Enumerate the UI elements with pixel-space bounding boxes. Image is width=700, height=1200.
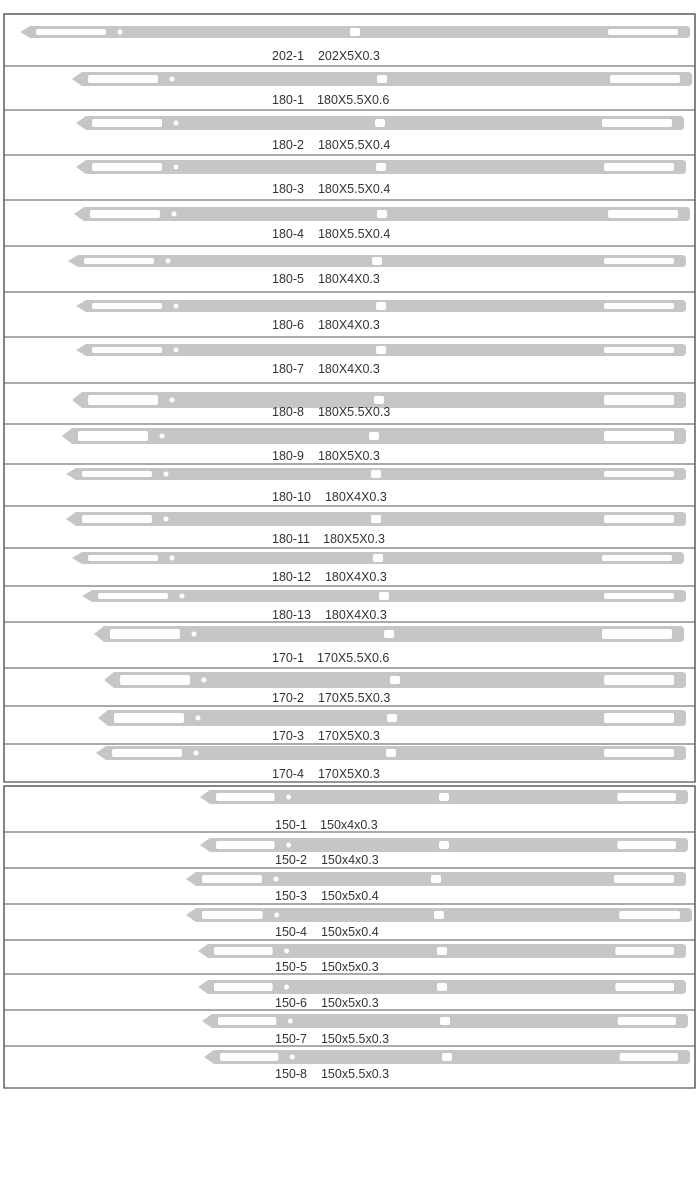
right-slot bbox=[620, 1053, 678, 1061]
part-spec: 180X4X0.3 bbox=[324, 608, 387, 622]
part-label bbox=[272, 449, 380, 463]
part-label bbox=[272, 608, 387, 622]
part-spec: 180X5.5X0.6 bbox=[317, 93, 390, 107]
center-hole bbox=[373, 554, 383, 562]
strip-part bbox=[76, 116, 684, 130]
strip-part bbox=[96, 746, 686, 760]
part-spec: 180X5.5X0.3 bbox=[317, 405, 391, 419]
right-slot bbox=[604, 431, 674, 441]
part-label bbox=[272, 570, 387, 584]
pin-hole bbox=[118, 30, 123, 35]
part-spec: 180X4X0.3 bbox=[317, 272, 380, 286]
part-spec: 180X4X0.3 bbox=[317, 362, 380, 376]
left-slot bbox=[88, 555, 158, 561]
center-hole bbox=[387, 714, 397, 722]
center-hole bbox=[437, 983, 447, 991]
left-slot bbox=[82, 471, 152, 477]
right-slot bbox=[602, 119, 672, 127]
part-code: 180-6 bbox=[272, 318, 304, 332]
pin-hole bbox=[286, 843, 291, 848]
part-spec: 180X5X0.3 bbox=[317, 449, 380, 463]
center-hole bbox=[375, 119, 385, 127]
part-code: 180-11 bbox=[272, 532, 310, 546]
part-spec: 170X5.5X0.3 bbox=[317, 691, 391, 705]
pin-hole bbox=[284, 985, 289, 990]
left-slot bbox=[216, 793, 275, 801]
pin-hole bbox=[164, 472, 169, 477]
strip-part bbox=[20, 26, 690, 38]
part-label bbox=[275, 1067, 389, 1081]
center-hole bbox=[442, 1053, 452, 1061]
part-code: 180-9 bbox=[272, 449, 304, 463]
center-hole bbox=[384, 630, 394, 638]
part-code: 180-8 bbox=[272, 405, 304, 419]
part-spec: 180X5.5X0.4 bbox=[317, 227, 391, 241]
part-label bbox=[275, 853, 379, 867]
part-spec: 150x5x0.4 bbox=[320, 889, 379, 903]
right-slot bbox=[604, 675, 674, 685]
part-code: 170-3 bbox=[272, 729, 304, 743]
left-slot bbox=[218, 1017, 276, 1025]
part-label bbox=[272, 490, 387, 504]
pin-hole bbox=[274, 913, 279, 918]
left-slot bbox=[98, 593, 168, 599]
strip-part bbox=[62, 428, 686, 444]
left-slot bbox=[202, 875, 262, 883]
strip-part bbox=[76, 344, 686, 356]
part-label bbox=[272, 532, 385, 546]
center-hole bbox=[437, 947, 447, 955]
part-label bbox=[272, 182, 390, 196]
pin-hole bbox=[194, 751, 199, 756]
part-spec: 180X5X0.3 bbox=[323, 532, 385, 546]
center-hole bbox=[386, 749, 396, 757]
left-slot bbox=[84, 258, 154, 264]
part-label bbox=[275, 1032, 389, 1046]
part-label bbox=[272, 691, 390, 705]
left-slot bbox=[216, 841, 275, 849]
right-slot bbox=[604, 303, 674, 309]
strip-part bbox=[76, 300, 686, 312]
part-spec: 150x5x0.3 bbox=[320, 960, 379, 974]
center-hole bbox=[434, 911, 444, 919]
part-spec: 180X4X0.3 bbox=[324, 490, 387, 504]
part-code: 170-1 bbox=[272, 651, 304, 665]
pin-hole bbox=[174, 348, 179, 353]
part-code: 150-8 bbox=[275, 1067, 307, 1081]
strip-part bbox=[186, 872, 686, 886]
left-slot bbox=[110, 629, 180, 639]
pin-hole bbox=[192, 632, 197, 637]
center-hole bbox=[369, 432, 379, 440]
part-label bbox=[272, 138, 390, 152]
part-spec: 170X5X0.3 bbox=[317, 767, 380, 781]
part-code: 150-3 bbox=[275, 889, 307, 903]
right-slot bbox=[614, 875, 674, 883]
right-slot bbox=[608, 29, 678, 35]
left-slot bbox=[120, 675, 190, 685]
part-code: 170-4 bbox=[272, 767, 304, 781]
pin-hole bbox=[196, 716, 201, 721]
right-slot bbox=[615, 947, 674, 955]
center-hole bbox=[372, 257, 382, 265]
left-slot bbox=[202, 911, 263, 919]
part-label bbox=[275, 996, 379, 1010]
strip-part bbox=[82, 590, 686, 602]
right-slot bbox=[604, 515, 674, 523]
left-slot bbox=[36, 29, 106, 35]
part-spec: 180X4X0.3 bbox=[317, 318, 380, 332]
pin-hole bbox=[172, 212, 177, 217]
center-hole bbox=[376, 302, 386, 310]
center-hole bbox=[440, 1017, 450, 1025]
pin-hole bbox=[174, 121, 179, 126]
left-slot bbox=[114, 713, 184, 723]
part-label bbox=[272, 272, 380, 286]
pin-hole bbox=[286, 795, 291, 800]
pin-hole bbox=[166, 259, 171, 264]
right-slot bbox=[615, 983, 674, 991]
strip-part bbox=[66, 468, 686, 480]
part-code: 150-7 bbox=[275, 1032, 307, 1046]
left-slot bbox=[92, 163, 162, 171]
part-spec: 150x4x0.3 bbox=[320, 818, 378, 832]
left-slot bbox=[92, 347, 162, 353]
strip-part bbox=[74, 207, 690, 221]
part-code: 180-5 bbox=[272, 272, 304, 286]
right-slot bbox=[617, 841, 676, 849]
left-slot bbox=[214, 947, 273, 955]
center-hole bbox=[376, 163, 386, 171]
right-slot bbox=[602, 555, 672, 561]
part-code: 150-2 bbox=[275, 853, 307, 867]
center-hole bbox=[350, 28, 360, 36]
part-label bbox=[275, 889, 379, 903]
part-spec: 150x4x0.3 bbox=[320, 853, 379, 867]
center-hole bbox=[439, 841, 449, 849]
pin-hole bbox=[174, 304, 179, 309]
part-spec: 150x5x0.3 bbox=[320, 996, 379, 1010]
part-spec: 180X4X0.3 bbox=[324, 570, 387, 584]
right-slot bbox=[608, 210, 678, 218]
part-code: 180-1 bbox=[272, 93, 304, 107]
pin-hole bbox=[290, 1055, 295, 1060]
center-hole bbox=[371, 470, 381, 478]
part-label bbox=[275, 925, 379, 939]
part-spec: 180X5.5X0.4 bbox=[317, 182, 391, 196]
strip-part bbox=[202, 1014, 688, 1028]
strip-part bbox=[104, 672, 686, 688]
right-slot bbox=[618, 1017, 676, 1025]
part-spec: 150x5.5x0.3 bbox=[320, 1032, 390, 1046]
part-label bbox=[272, 362, 380, 376]
pin-hole bbox=[170, 556, 175, 561]
part-label bbox=[272, 93, 389, 107]
strip-part bbox=[204, 1050, 690, 1064]
part-code: 150-1 bbox=[275, 818, 307, 832]
right-slot bbox=[604, 258, 674, 264]
left-slot bbox=[88, 395, 158, 405]
part-code: 150-6 bbox=[275, 996, 307, 1010]
right-slot bbox=[619, 911, 680, 919]
strip-part bbox=[72, 72, 692, 86]
part-code: 170-2 bbox=[272, 691, 304, 705]
part-code: 150-4 bbox=[275, 925, 307, 939]
center-hole bbox=[439, 793, 449, 801]
left-slot bbox=[112, 749, 182, 757]
right-slot bbox=[610, 75, 680, 83]
pin-hole bbox=[288, 1019, 293, 1024]
pin-hole bbox=[174, 165, 179, 170]
right-slot bbox=[604, 163, 674, 171]
right-slot bbox=[602, 629, 672, 639]
part-code: 180-7 bbox=[272, 362, 304, 376]
center-hole bbox=[374, 396, 384, 404]
part-spec: 150x5.5x0.3 bbox=[320, 1067, 390, 1081]
center-hole bbox=[379, 592, 389, 600]
strip-part bbox=[98, 710, 686, 726]
strip-part bbox=[94, 626, 684, 642]
center-hole bbox=[390, 676, 400, 684]
pin-hole bbox=[180, 594, 185, 599]
part-label bbox=[272, 49, 380, 63]
strip-part bbox=[68, 255, 686, 267]
center-hole bbox=[431, 875, 441, 883]
part-code: 180-13 bbox=[272, 608, 311, 622]
part-code: 180-2 bbox=[272, 138, 304, 152]
right-slot bbox=[604, 395, 674, 405]
pin-hole bbox=[284, 949, 289, 954]
right-slot bbox=[604, 593, 674, 599]
part-label bbox=[275, 818, 378, 832]
part-code: 150-5 bbox=[275, 960, 307, 974]
part-spec: 180X5.5X0.4 bbox=[317, 138, 391, 152]
part-label bbox=[275, 960, 379, 974]
left-slot bbox=[88, 75, 158, 83]
left-slot bbox=[92, 119, 162, 127]
strip-part bbox=[66, 512, 686, 526]
center-hole bbox=[376, 346, 386, 354]
right-slot bbox=[617, 793, 676, 801]
part-code: 180-12 bbox=[272, 570, 311, 584]
strip-part bbox=[186, 908, 692, 922]
part-label bbox=[272, 651, 389, 665]
left-slot bbox=[82, 515, 152, 523]
right-slot bbox=[604, 347, 674, 353]
part-spec: 202X5X0.3 bbox=[317, 49, 380, 63]
part-spec: 170X5X0.3 bbox=[317, 729, 380, 743]
strip-part bbox=[198, 980, 686, 994]
part-label bbox=[272, 318, 380, 332]
right-slot bbox=[604, 713, 674, 723]
row-labels bbox=[272, 49, 390, 1081]
center-hole bbox=[377, 75, 387, 83]
pin-hole bbox=[170, 77, 175, 82]
pin-hole bbox=[201, 678, 206, 683]
center-hole bbox=[371, 515, 381, 523]
strip-part bbox=[200, 790, 688, 804]
pin-hole bbox=[274, 877, 279, 882]
part-code: 180-4 bbox=[272, 227, 304, 241]
strip-part bbox=[198, 944, 686, 958]
part-label bbox=[272, 767, 380, 781]
right-slot bbox=[604, 471, 674, 477]
pin-hole bbox=[160, 434, 165, 439]
part-label bbox=[272, 227, 390, 241]
left-slot bbox=[220, 1053, 278, 1061]
part-spec: 150x5x0.4 bbox=[320, 925, 379, 939]
left-slot bbox=[90, 210, 160, 218]
part-label bbox=[272, 729, 380, 743]
part-label bbox=[272, 405, 390, 419]
strip-part bbox=[200, 838, 688, 852]
center-hole bbox=[377, 210, 387, 218]
part-code: 202-1 bbox=[272, 49, 304, 63]
right-slot bbox=[604, 749, 674, 757]
left-slot bbox=[214, 983, 273, 991]
part-spec: 170X5.5X0.6 bbox=[317, 651, 390, 665]
pin-hole bbox=[170, 398, 175, 403]
strip-part bbox=[76, 160, 686, 174]
left-slot bbox=[78, 431, 148, 441]
strip-part bbox=[72, 552, 684, 564]
pin-hole bbox=[164, 517, 169, 522]
part-code: 180-10 bbox=[272, 490, 311, 504]
part-code: 180-3 bbox=[272, 182, 304, 196]
left-slot bbox=[92, 303, 162, 309]
